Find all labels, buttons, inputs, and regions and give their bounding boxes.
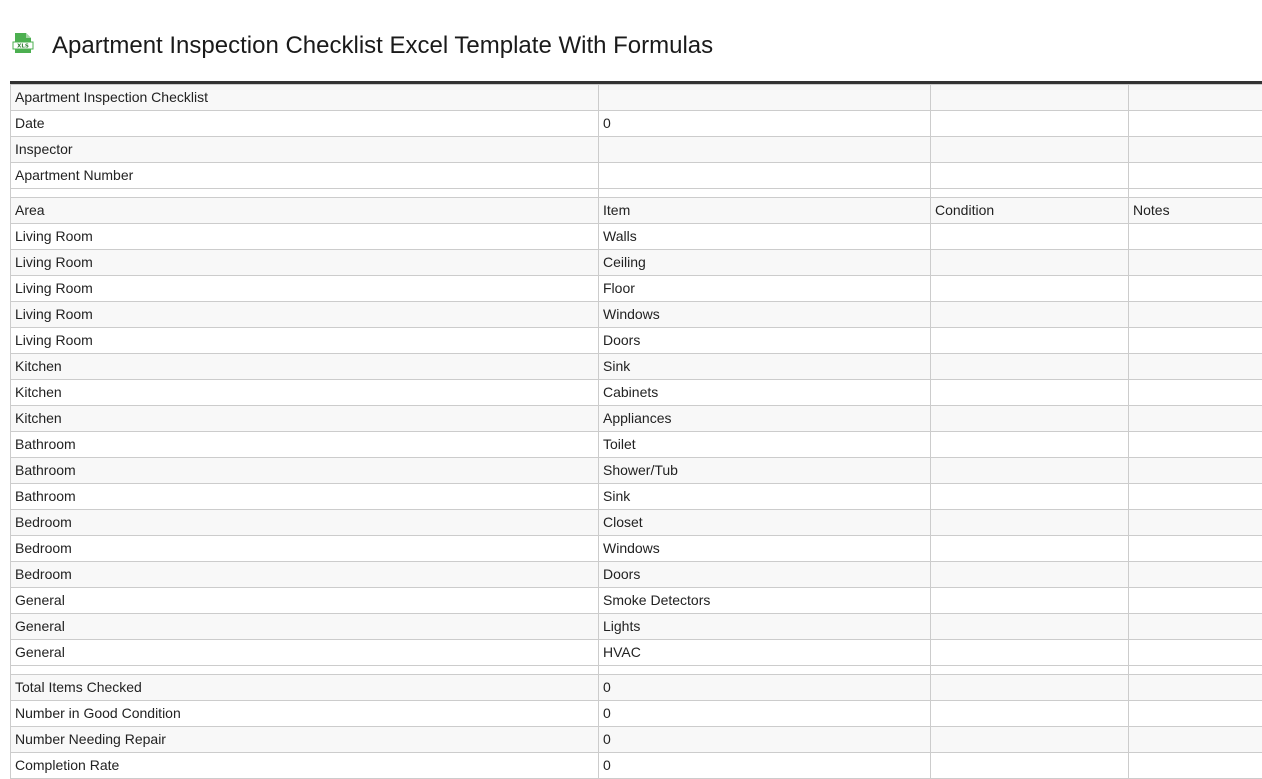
item-cell[interactable]: Doors [599,328,931,354]
condition-cell[interactable] [931,562,1129,588]
condition-cell[interactable] [931,588,1129,614]
item-cell[interactable]: Windows [599,536,931,562]
info-label-cell[interactable]: Apartment Number [11,163,599,189]
area-cell[interactable]: Bedroom [11,536,599,562]
checklist-row [11,354,1262,380]
checklist-row [11,614,1262,640]
summary-extra-cell[interactable] [931,675,1129,701]
notes-cell[interactable] [1129,510,1262,536]
summary-value-cell[interactable]: 0 [599,727,931,753]
area-cell[interactable]: General [11,640,599,666]
condition-cell[interactable] [931,510,1129,536]
spacer-row [11,666,1262,675]
area-cell[interactable]: Bedroom [11,510,599,536]
checklist-row [11,588,1262,614]
checklist-row [11,302,1262,328]
info-extra-cell[interactable] [931,111,1129,137]
info-extra-cell[interactable] [1129,85,1262,111]
info-row [11,85,1262,111]
condition-cell[interactable] [931,328,1129,354]
info-extra-cell[interactable] [931,163,1129,189]
checklist-row [11,484,1262,510]
summary-row [11,753,1262,779]
item-cell[interactable]: Ceiling [599,250,931,276]
page-title: Apartment Inspection Checklist Excel Template With Formulas [52,30,713,62]
column-header-notes[interactable]: Notes [1129,198,1262,224]
area-cell[interactable]: Bathroom [11,484,599,510]
summary-label-cell[interactable]: Number Needing Repair [11,727,599,753]
notes-cell[interactable] [1129,640,1262,666]
summary-extra-cell[interactable] [931,753,1129,779]
notes-cell[interactable] [1129,250,1262,276]
item-cell[interactable]: Shower/Tub [599,458,931,484]
empty-cell[interactable] [1129,666,1262,675]
item-cell[interactable]: HVAC [599,640,931,666]
info-extra-cell[interactable] [931,137,1129,163]
column-header-item[interactable]: Item [599,198,931,224]
notes-cell[interactable] [1129,536,1262,562]
spreadsheet-table [10,84,1262,779]
summary-label-cell[interactable]: Number in Good Condition [11,701,599,727]
info-value-cell[interactable]: 0 [599,111,931,137]
condition-cell[interactable] [931,458,1129,484]
info-label-cell[interactable]: Inspector [11,137,599,163]
summary-label-cell[interactable]: Total Items Checked [11,675,599,701]
summary-value-cell[interactable]: 0 [599,701,931,727]
summary-row [11,701,1262,727]
spacer-row [11,189,1262,198]
area-cell[interactable]: Bathroom [11,432,599,458]
item-cell[interactable]: Lights [599,614,931,640]
item-cell[interactable]: Closet [599,510,931,536]
area-cell[interactable]: Bathroom [11,458,599,484]
summary-extra-cell[interactable] [1129,701,1262,727]
info-extra-cell[interactable] [1129,111,1262,137]
empty-cell[interactable] [931,189,1129,198]
checklist-row [11,458,1262,484]
info-row [11,163,1262,189]
area-cell[interactable]: Bedroom [11,562,599,588]
summary-label-cell[interactable]: Completion Rate [11,753,599,779]
item-cell[interactable]: Cabinets [599,380,931,406]
condition-cell[interactable] [931,536,1129,562]
summary-extra-cell[interactable] [1129,675,1262,701]
condition-cell[interactable] [931,484,1129,510]
area-cell[interactable]: Living Room [11,250,599,276]
item-cell[interactable]: Toilet [599,432,931,458]
empty-cell[interactable] [931,666,1129,675]
area-cell[interactable]: General [11,588,599,614]
info-extra-cell[interactable] [1129,137,1262,163]
notes-cell[interactable] [1129,458,1262,484]
info-label-cell[interactable]: Date [11,111,599,137]
item-cell[interactable]: Appliances [599,406,931,432]
summary-extra-cell[interactable] [1129,727,1262,753]
condition-cell[interactable] [931,406,1129,432]
empty-cell[interactable] [11,189,599,198]
condition-cell[interactable] [931,354,1129,380]
info-row [11,137,1262,163]
area-cell[interactable]: Kitchen [11,406,599,432]
summary-row [11,675,1262,701]
area-cell[interactable]: Kitchen [11,354,599,380]
notes-cell[interactable] [1129,614,1262,640]
summary-extra-cell[interactable] [931,727,1129,753]
xls-file-icon [12,32,34,54]
empty-cell[interactable] [599,189,931,198]
checklist-row [11,380,1262,406]
info-value-cell[interactable] [599,85,931,111]
checklist-row [11,562,1262,588]
notes-cell[interactable] [1129,380,1262,406]
xls-icon-label: XLS [17,44,29,50]
item-cell[interactable]: Sink [599,484,931,510]
spreadsheet-container [10,81,1262,779]
area-cell[interactable]: Living Room [11,302,599,328]
notes-cell[interactable] [1129,328,1262,354]
checklist-row [11,250,1262,276]
area-cell[interactable]: Living Room [11,328,599,354]
checklist-row [11,276,1262,302]
empty-cell[interactable] [599,666,931,675]
item-cell[interactable]: Windows [599,302,931,328]
info-value-cell[interactable] [599,163,931,189]
info-extra-cell[interactable] [931,85,1129,111]
notes-cell[interactable] [1129,302,1262,328]
item-cell[interactable]: Walls [599,224,931,250]
checklist-row [11,406,1262,432]
summary-extra-cell[interactable] [931,701,1129,727]
empty-cell[interactable] [1129,189,1262,198]
area-cell[interactable]: General [11,614,599,640]
column-header-row [11,198,1262,224]
column-header-condition[interactable]: Condition [931,198,1129,224]
notes-cell[interactable] [1129,562,1262,588]
condition-cell[interactable] [931,640,1129,666]
summary-value-cell[interactable]: 0 [599,675,931,701]
notes-cell[interactable] [1129,406,1262,432]
condition-cell[interactable] [931,380,1129,406]
empty-cell[interactable] [11,666,599,675]
item-cell[interactable]: Floor [599,276,931,302]
checklist-row [11,510,1262,536]
area-cell[interactable]: Living Room [11,224,599,250]
item-cell[interactable]: Smoke Detectors [599,588,931,614]
checklist-row [11,640,1262,666]
info-label-cell[interactable]: Apartment Inspection Checklist [11,85,599,111]
spreadsheet-body [11,85,1262,779]
item-cell[interactable]: Doors [599,562,931,588]
condition-cell[interactable] [931,224,1129,250]
info-row [11,111,1262,137]
summary-row [11,727,1262,753]
notes-cell[interactable] [1129,224,1262,250]
condition-cell[interactable] [931,276,1129,302]
notes-cell[interactable] [1129,588,1262,614]
condition-cell[interactable] [931,302,1129,328]
item-cell[interactable]: Sink [599,354,931,380]
condition-cell[interactable] [931,250,1129,276]
condition-cell[interactable] [931,432,1129,458]
notes-cell[interactable] [1129,432,1262,458]
notes-cell[interactable] [1129,484,1262,510]
area-cell[interactable]: Kitchen [11,380,599,406]
checklist-row [11,536,1262,562]
area-cell[interactable]: Living Room [11,276,599,302]
condition-cell[interactable] [931,614,1129,640]
notes-cell[interactable] [1129,354,1262,380]
info-value-cell[interactable] [599,137,931,163]
page-header [0,0,1262,80]
summary-extra-cell[interactable] [1129,753,1262,779]
info-extra-cell[interactable] [1129,163,1262,189]
summary-value-cell[interactable]: 0 [599,753,931,779]
notes-cell[interactable] [1129,276,1262,302]
checklist-row [11,328,1262,354]
column-header-area[interactable]: Area [11,198,599,224]
checklist-row [11,224,1262,250]
checklist-row [11,432,1262,458]
